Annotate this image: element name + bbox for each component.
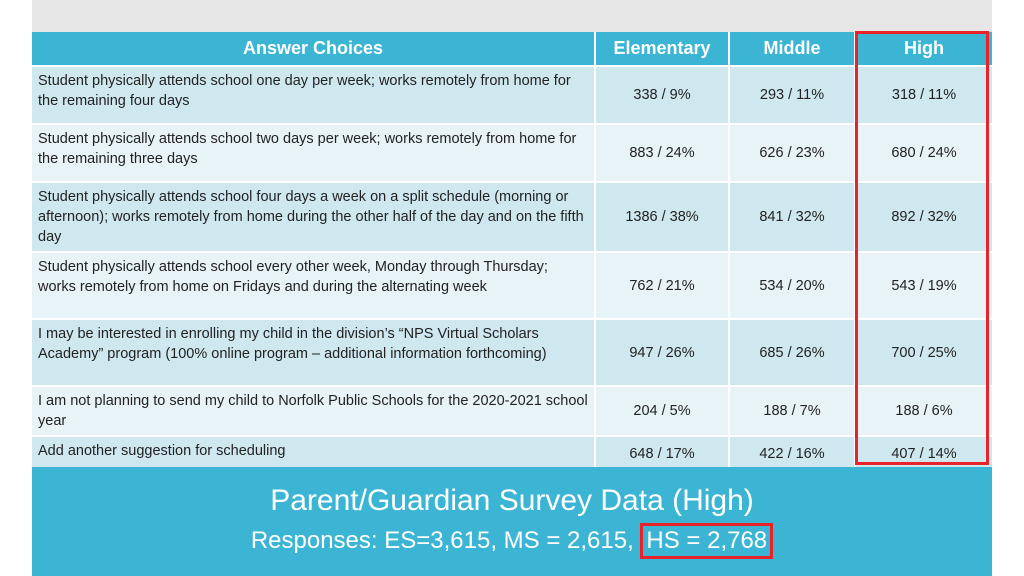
elementary-cell: 204 / 5% bbox=[595, 386, 729, 436]
answer-choice-cell: I may be interested in enrolling my child in the division’s “NPS Virtual Scholars Academy” program (100% online program – additional information forthcoming) bbox=[32, 319, 595, 386]
high-cell: 892 / 32% bbox=[855, 182, 992, 252]
middle-cell: 293 / 11% bbox=[729, 66, 855, 124]
answer-choice-cell: Student physically attends school four days a week on a split schedule (morning or afternoon); works remotely from home during the other half of the day and on the fifth day bbox=[32, 182, 595, 252]
middle-cell: 685 / 26% bbox=[729, 319, 855, 386]
answer-choice-cell: Add another suggestion for scheduling bbox=[32, 436, 595, 470]
footer-banner bbox=[32, 467, 992, 576]
header-elementary: Elementary bbox=[595, 32, 729, 66]
table-row bbox=[32, 319, 992, 386]
high-cell: 407 / 14% bbox=[855, 436, 992, 470]
high-cell: 318 / 11% bbox=[855, 66, 992, 124]
answer-choice-cell: I am not planning to send my child to Norfolk Public Schools for the 2020-2021 school year bbox=[32, 386, 595, 436]
middle-cell: 841 / 32% bbox=[729, 182, 855, 252]
high-cell: 188 / 6% bbox=[855, 386, 992, 436]
elementary-cell: 338 / 9% bbox=[595, 66, 729, 124]
high-cell: 680 / 24% bbox=[855, 124, 992, 182]
header-answer-choices: Answer Choices bbox=[32, 32, 595, 66]
table-row bbox=[32, 124, 992, 182]
responses-text: Responses: ES=3,615, MS = 2,615, bbox=[250, 527, 641, 554]
table-row bbox=[32, 182, 992, 252]
elementary-cell: 883 / 24% bbox=[595, 124, 729, 182]
high-cell: 700 / 25% bbox=[855, 319, 992, 386]
high-cell: 543 / 19% bbox=[855, 252, 992, 319]
survey-table bbox=[32, 32, 992, 470]
table-row bbox=[32, 252, 992, 319]
elementary-cell: 1386 / 38% bbox=[595, 182, 729, 252]
elementary-cell: 762 / 21% bbox=[595, 252, 729, 319]
answer-choice-cell: Student physically attends school two days per week; works remotely from home for the remaining three days bbox=[32, 124, 595, 182]
slide-title: Parent/Guardian Survey Data (High) bbox=[270, 484, 754, 517]
responses-line bbox=[32, 523, 992, 559]
table-header-row bbox=[32, 32, 992, 66]
table-row bbox=[32, 386, 992, 436]
header-high: High bbox=[855, 32, 992, 66]
middle-cell: 626 / 23% bbox=[729, 124, 855, 182]
hs-responses-highlight: HS = 2,768 bbox=[640, 523, 773, 559]
middle-cell: 188 / 7% bbox=[729, 386, 855, 436]
answer-choice-cell: Student physically attends school one day per week; works remotely from home for the remaining four days bbox=[32, 66, 595, 124]
header-middle: Middle bbox=[729, 32, 855, 66]
table-row bbox=[32, 436, 992, 470]
middle-cell: 534 / 20% bbox=[729, 252, 855, 319]
middle-cell: 422 / 16% bbox=[729, 436, 855, 470]
elementary-cell: 947 / 26% bbox=[595, 319, 729, 386]
answer-choice-cell: Student physically attends school every other week, Monday through Thursday; works remotely from home on Fridays and during the alternating week bbox=[32, 252, 595, 319]
elementary-cell: 648 / 17% bbox=[595, 436, 729, 470]
table-row bbox=[32, 66, 992, 124]
